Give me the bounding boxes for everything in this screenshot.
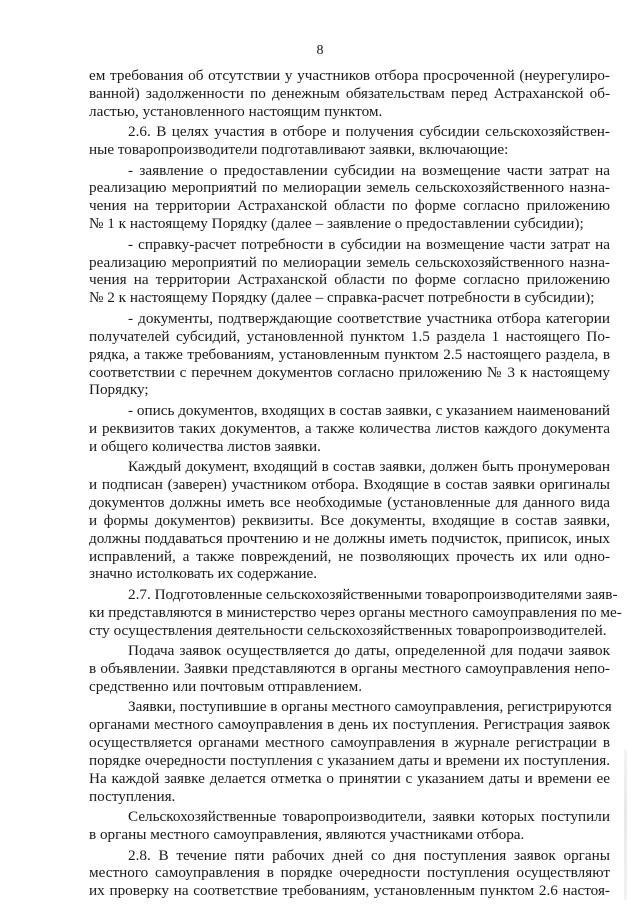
text-line: должны поддаваться прочтению и не должны иметь подчисток, приписок, иных bbox=[89, 529, 610, 547]
text-line: ем требования об отсутствии у участников отбора просроченной (неурегулиро- bbox=[89, 67, 610, 84]
text-line: Каждый документ, входящий в состав заявки, должен быть пронумерован bbox=[128, 458, 610, 476]
text-line: - опись документов, входящих в состав заявки, с указанием наименований bbox=[128, 401, 610, 419]
text-line: и формы документов) реквизиты. Все документы, входящие в состав заявки, bbox=[89, 511, 610, 529]
text-line: и реквизитов таких документов, а также количества листов каждого документа bbox=[89, 419, 610, 437]
text-line: № 1 к настоящему Порядку (далее – заявление о предоставлении субсидии); bbox=[89, 215, 584, 233]
list-item-calculation bbox=[89, 236, 610, 308]
text-line: ластью, установленного настоящим пунктом. bbox=[89, 102, 383, 120]
text-line: - заявление о предоставлении субсидии на возмещение части затрат на bbox=[128, 161, 610, 179]
text-line: местного самоуправления в порядке очередности поступления осуществляют bbox=[89, 864, 610, 882]
text-line: поступления. bbox=[89, 787, 176, 805]
text-line: ные товаропроизводители подготавливают заявки, включающие: bbox=[89, 141, 509, 159]
text-line: На каждой заявке делается отметка о принятии с указанием даты и времени ее bbox=[89, 769, 610, 787]
text-line: их проверку на соответствие требованиям, установленным пунктом 2.6 настоя- bbox=[89, 882, 610, 900]
text-line: исправлений, а также повреждений, не позволяющих прочесть их или одно- bbox=[89, 547, 610, 565]
page-number: 8 bbox=[316, 43, 324, 58]
text-line: Сельскохозяйственные товаропроизводители, заявки которых поступили bbox=[128, 808, 610, 826]
text-line: Порядку; bbox=[89, 381, 149, 399]
paragraph-numbering bbox=[89, 458, 610, 583]
list-item-documents bbox=[89, 310, 610, 400]
document-body bbox=[89, 67, 622, 903]
text-line: и общего количества листов заявки. bbox=[89, 437, 321, 455]
paragraph-2-6 bbox=[89, 123, 610, 159]
paragraph-2-7 bbox=[89, 585, 622, 640]
text-line: 2.6. В целях участия в отборе и получения субсидии сельскохозяйствен- bbox=[128, 123, 610, 141]
text-line: - документы, подтверждающие соответствие участника отбора категории bbox=[128, 309, 610, 327]
paragraph-registration bbox=[89, 698, 610, 805]
text-line: ки представляются в министерство через органы местного самоуправления по ме- bbox=[89, 603, 622, 621]
text-line: 2.7. Подготовленные сельскохозяйственными товаропроизводителями заяв- bbox=[128, 585, 618, 603]
text-line: - справку-расчет потребности в субсидии на возмещение части затрат на bbox=[128, 235, 610, 253]
text-line: сту осуществления деятельности сельскохозяйственных товаропроизводителей. bbox=[89, 621, 607, 639]
scan-edge-shadow bbox=[624, 750, 627, 900]
text-line: в органы местного самоуправления, являются участниками отбора. bbox=[89, 826, 525, 844]
paragraph-participants bbox=[89, 808, 610, 844]
text-line: значно истолковать их содержание. bbox=[89, 565, 318, 583]
text-line: ванной) задолженности по денежным обязательствам перед Астраханской об- bbox=[89, 84, 610, 102]
text-line: чения на территории Астраханской области по форме согласно приложению bbox=[89, 271, 610, 289]
text-line: 2.8. В течение пяти рабочих дней со дня поступления заявок органы bbox=[128, 846, 610, 864]
text-line: рядка, а также требованиям, установленным пунктом 2.5 настоящего раздела, в bbox=[89, 345, 610, 363]
paragraph-submission bbox=[89, 642, 610, 696]
list-item-inventory bbox=[89, 402, 610, 456]
text-line: соответствии с перечнем документов согласно приложению № 3 к настоящему bbox=[89, 363, 610, 381]
text-line: Заявки, поступившие в органы местного самоуправления, регистрируются bbox=[128, 698, 612, 716]
text-line: документов должны иметь все необходимые (установленные для данного вида bbox=[89, 493, 610, 511]
paragraph-continuation bbox=[89, 67, 610, 121]
paragraph-2-8 bbox=[89, 847, 610, 901]
text-line: средственно или почтовым отправлением. bbox=[89, 677, 363, 695]
list-item-application bbox=[89, 162, 610, 234]
text-line: Подача заявок осуществляется до даты, определенной для подачи заявок bbox=[128, 642, 610, 660]
text-line: порядке очередности поступления с указанием даты и времени их поступления. bbox=[89, 752, 610, 770]
text-line: осуществляется органами местного самоуправления в журнале регистрации в bbox=[89, 734, 610, 752]
text-line: № 2 к настоящему Порядку (далее – справка-расчет потребности в субсидии); bbox=[89, 289, 595, 307]
text-line: чения на территории Астраханской области по форме согласно приложению bbox=[89, 197, 610, 215]
text-line: органами местного самоуправления в день их поступления. Регистрация заявок bbox=[89, 716, 610, 734]
text-line: реализацию мероприятий по мелиорации земель сельскохозяйственного назна- bbox=[89, 253, 610, 271]
text-line: в объявлении. Заявки представляются в органы местного самоуправления непо- bbox=[89, 660, 610, 677]
text-line: реализацию мероприятий по мелиорации земель сельскохозяйственного назна- bbox=[89, 179, 610, 197]
text-line: получателей субсидий, установленной пунктом 1.5 раздела 1 настоящего По- bbox=[89, 327, 610, 345]
text-line: и подписан (заверен) участником отбора. Входящие в состав заявки оригиналы bbox=[89, 475, 610, 493]
